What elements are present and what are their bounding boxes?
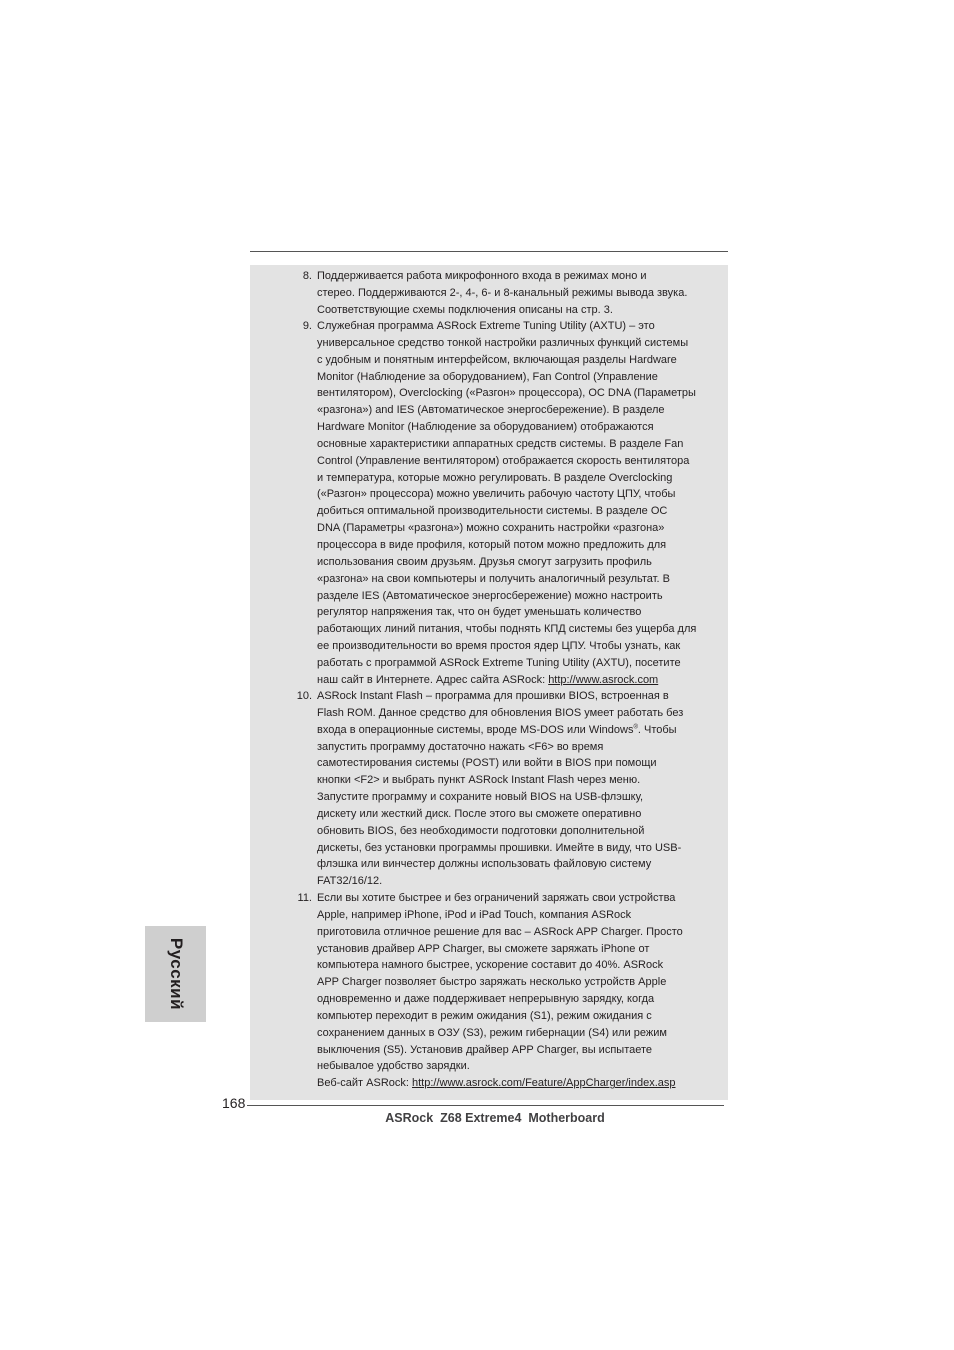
text-line: Поддерживается работа микрофонного входа в режимах моно и — [317, 270, 647, 282]
text-fragment: наш сайт в Интернете. Адрес сайта ASRock: — [317, 673, 549, 686]
text-line: самотестирования системы (POST) или войти в BIOS при помощи — [317, 757, 657, 770]
text-line: кнопки <F2> и выбрать пункт ASRock Instant Flash через меню. — [317, 774, 641, 787]
item-number: 9. — [302, 320, 312, 332]
text-line: «разгона») and IES (Автоматическое энергосбережение). В разделе — [317, 404, 665, 417]
text-line: регулятор напряжения так, что он будет уменьшать количество — [317, 606, 642, 619]
text-line: Соответствующие схемы подключения описаны на стр. 3. — [317, 303, 613, 316]
text-line: универсальное средство тонкой настройки различных функций системы — [317, 336, 689, 349]
text-line: Flash ROM. Данное средство для обновления BIOS умеет работать без — [317, 706, 684, 719]
item-text — [317, 318, 715, 689]
text-line: процессора в виде профиля, который потом можно предложить для — [317, 538, 667, 551]
page-number: 168 — [222, 1095, 246, 1111]
item-text — [317, 268, 715, 319]
text-line: основные характеристики аппаратных средств системы. В разделе Fan — [317, 437, 684, 450]
language-tab — [145, 926, 206, 1022]
text-line: ASRock Instant Flash – программа для прошивки BIOS, встроенная в — [317, 690, 669, 702]
footer-title: ASRock Z68 Extreme4 Motherboard — [385, 1111, 605, 1125]
app-charger-link[interactable]: http://www.asrock.com/Feature/AppCharger/index.asp — [412, 1077, 676, 1090]
text-line: и температура, которые можно регулировать. В разделе Overclocking — [317, 471, 673, 484]
item-number: 11. — [297, 892, 312, 904]
text-line — [317, 672, 715, 689]
item-number: 10. — [296, 690, 312, 702]
text-line: запустить программу достаточно нажать <F6> во время — [317, 740, 604, 753]
text-line: работающих линий питания, чтобы поднять КПД системы без ущерба для — [317, 623, 697, 636]
text-line: Control (Управление вентилятором) отображается скорость вентилятора — [317, 454, 690, 467]
text-line: добиться оптимальной производительности системы. В разделе OC — [317, 505, 668, 518]
text-line: с удобным и понятным интерфейсом, включающая разделы Hardware — [317, 353, 677, 366]
text-line: ее производительности во время простоя ядер ЦПУ. Чтобы узнать, как — [317, 640, 681, 653]
text-line: небывалое удобство зарядки. — [317, 1060, 470, 1073]
text-line: Запустите программу и сохраните новый BIOS на USB-флэшку, — [317, 791, 644, 804]
text-line: приготовила отличное решение для вас – ASRock APP Charger. Просто — [317, 925, 683, 938]
text-line: флэшка или винчестер должны использовать файловую систему — [317, 858, 652, 871]
asrock-website-link[interactable]: http://www.asrock.com — [548, 673, 659, 686]
text-line: сохранением данных в ОЗУ (S3), режим гибернации (S4) или режим — [317, 1026, 667, 1039]
text-line: стерео. Поддерживаются 2-, 4-, 6- и 8-канальный режимы вывода звука. — [317, 286, 688, 299]
text-line: Hardware Monitor (Наблюдение за оборудованием) отображаются — [317, 421, 654, 434]
text-line: одновременно и даже поддерживает непрерывную зарядку, когда — [317, 993, 655, 1006]
text-line: Monitor (Наблюдение за оборудованием), Fan Control (Управление — [317, 370, 658, 383]
text-line: дискеты, без установки программы прошивки. Имейте в виду, что USB- — [317, 841, 682, 854]
text-line: выключения (S5). Установив драйвер APP Charger, вы испытаете — [317, 1043, 653, 1056]
text-line: DNA (Параметры «разгона») можно сохранить настройки «разгона» — [317, 522, 665, 535]
text-fragment: Веб-сайт ASRock: — [317, 1077, 412, 1090]
language-label: Русский — [166, 937, 186, 1011]
text-line: («Разгон» процессора) можно увеличить рабочую частоту ЦПУ, чтобы — [317, 488, 676, 501]
text-line: вентилятором), Overclocking («Разгон» процессора), OC DNA (Параметры — [317, 387, 696, 400]
text-line: Служебная программа ASRock Extreme Tuning Utility (AXTU) – это — [317, 320, 655, 332]
text-line — [317, 1075, 715, 1092]
text-line: работать с программой ASRock Extreme Tuning Utility (AXTU), посетите — [317, 656, 681, 669]
text-line: дискету или жесткий диск. После этого вы сможете оперативно — [317, 807, 642, 820]
text-line: FAT32/16/12. — [317, 875, 383, 888]
text-fragment: . Чтобы — [637, 723, 677, 736]
text-line — [317, 722, 715, 739]
text-line: установив драйвер APP Charger, вы сможете заряжать iPhone от — [317, 942, 650, 955]
bottom-divider — [247, 1105, 724, 1106]
top-divider — [250, 251, 728, 252]
text-line: разделе IES (Автоматическое энергосбережение) можно настроить — [317, 589, 663, 602]
item-number: 8. — [302, 270, 312, 282]
text-line: обновить BIOS, без необходимости подготовки дополнительной — [317, 824, 645, 837]
registered-mark: ® — [633, 724, 638, 731]
text-line: компьютер переходит в режим ожидания (S1), режим ожидания с — [317, 1009, 652, 1022]
text-fragment: входа в операционные системы, вроде MS-DOS или Windows — [317, 723, 634, 736]
item-text — [317, 890, 715, 1092]
text-line: компьютера намного быстрее, ускорение составит до 40%. ASRock — [317, 959, 664, 972]
text-line: APP Charger позволяет быстро заряжать несколько устройств Apple — [317, 976, 667, 989]
text-line: «разгона» на свои компьютеры и получить аналогичный результат. В — [317, 572, 670, 585]
text-line: Apple, например iPhone, iPod и iPad Touch, компания ASRock — [317, 908, 632, 921]
item-text — [317, 688, 715, 890]
text-line: Если вы хотите быстрее и без ограничений заряжать свои устройства — [317, 892, 676, 904]
text-line: использования своим друзьям. Друзья смогут загрузить профиль — [317, 555, 652, 568]
